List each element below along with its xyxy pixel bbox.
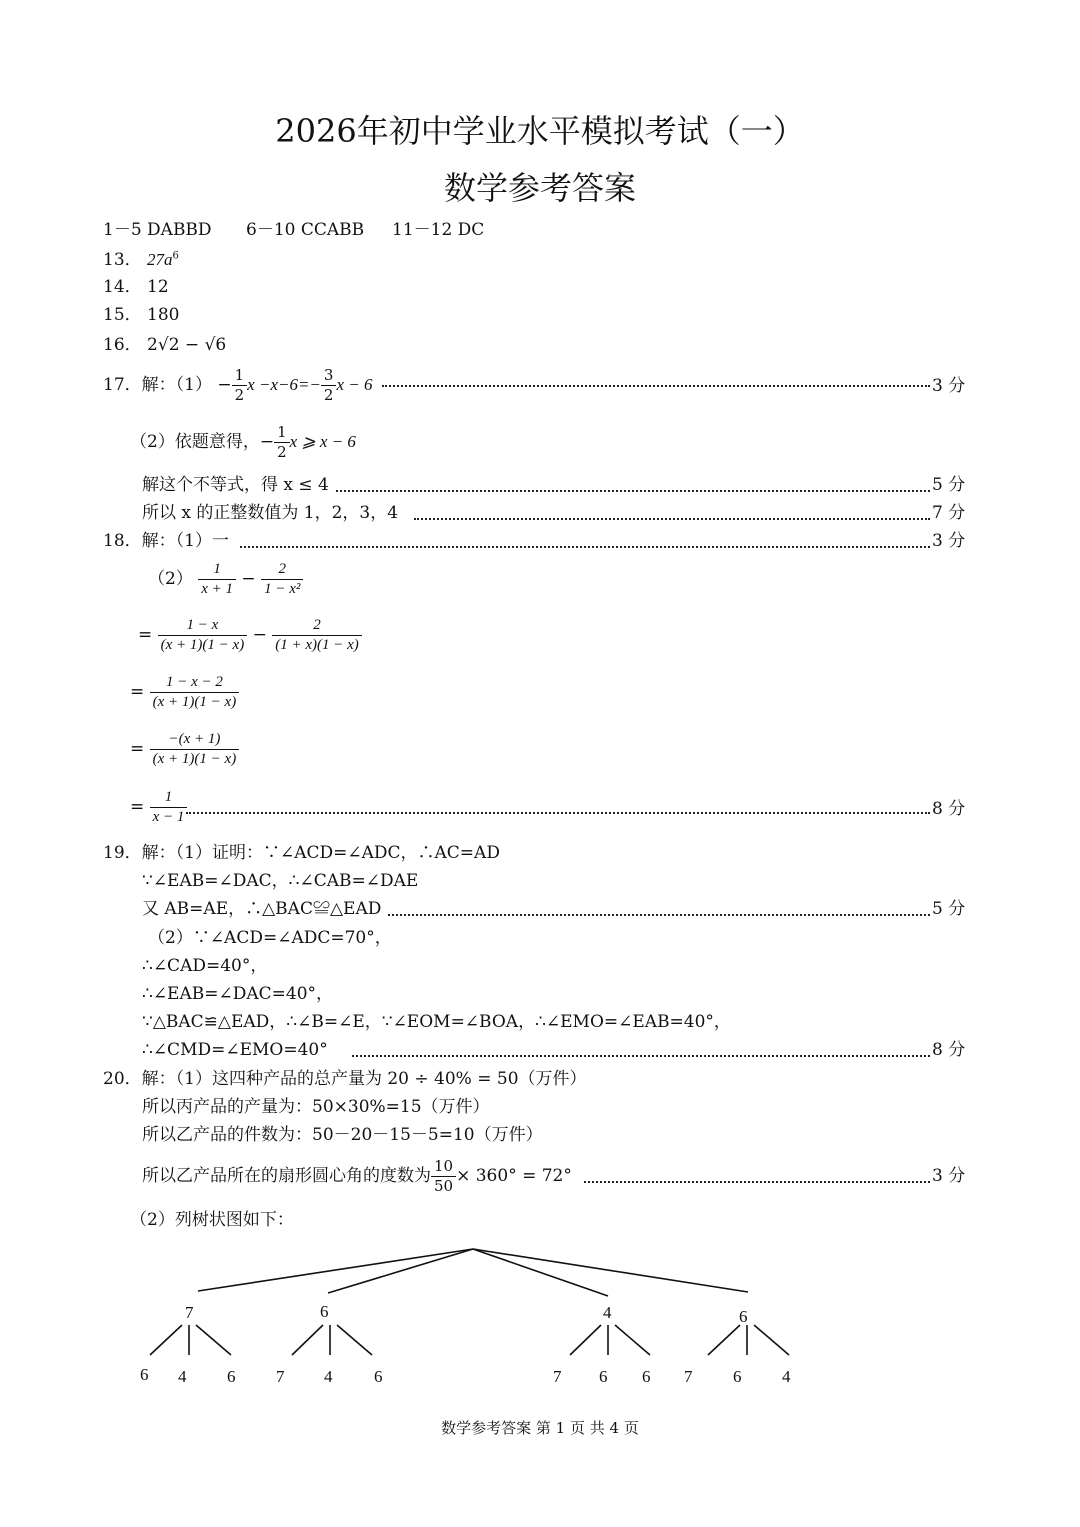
tree-node-level2: 6 [642, 1367, 651, 1386]
q17-part1: 17．解：（1） − $\frac{1}{2}$ x −x−6=− $\frac{3}{2}$ x − 6 [103, 366, 373, 404]
tree-node-level2: 6 [140, 1365, 149, 1384]
score: 5 分 [932, 899, 966, 919]
q20-line1 [103, 1071, 587, 1088]
q17-part2-label: （2）依题意得，− [130, 432, 275, 452]
q15 [103, 307, 180, 324]
tree-node-level1: 6 [320, 1302, 329, 1321]
q20-line4 [142, 1159, 572, 1194]
q17-line3: 解这个不等式，得 x ≤ 4 [142, 475, 329, 495]
tree-branch [337, 1325, 372, 1355]
tree-node-level2: 7 [276, 1367, 285, 1386]
tree-branch [570, 1325, 601, 1355]
q17-part2 [130, 425, 356, 460]
score: 3 分 [932, 531, 966, 551]
fraction: $\frac{1 - x}{(x + 1)(1 - x)}$ [158, 618, 248, 653]
q20-line4-expr: × 360° = 72° [456, 1166, 572, 1186]
dot-leader [336, 490, 930, 492]
tree-node-level2: 6 [733, 1367, 742, 1386]
q18-step2 [138, 618, 362, 653]
q20-line5: （2）列树状图如下： [130, 1210, 294, 1230]
q17-number: 17． [103, 375, 142, 395]
tree-node-level2: 7 [553, 1367, 562, 1386]
q17-part2-expr: x ⩾ x − 6 [289, 432, 356, 451]
tree-branch [615, 1325, 650, 1355]
dot-leader [240, 546, 930, 548]
q17-expr-end: x − 6 [336, 375, 373, 394]
q20-line3: 所以乙产品的件数为：50－20－15－5=10（万件） [142, 1125, 543, 1145]
mc-answers-2: 6－10 CCABB [246, 220, 365, 240]
tree-node-level2: 4 [178, 1367, 187, 1386]
dot-leader [414, 518, 930, 520]
fraction: $\frac{2}{(1 + x)(1 - x)}$ [272, 618, 362, 653]
q16 [103, 337, 226, 354]
tree-node-level2: 4 [324, 1367, 333, 1386]
q19-line1-text: 解：（1）证明：∵∠ACD=∠ADC，∴AC=AD [141, 843, 500, 863]
fraction: $\frac{10}{50}$ [431, 1159, 456, 1194]
fraction: $\frac{1}{2}$ [232, 368, 248, 403]
equals-sign: = [130, 739, 145, 759]
score: 8 分 [932, 1040, 966, 1060]
q19-line8: ∴∠CMD=∠EMO=40° [142, 1040, 328, 1060]
tree-node-level2: 7 [684, 1367, 693, 1386]
q20-line4-text: 所以乙产品所在的扇形圆心角的度数为 [142, 1166, 431, 1186]
mc-answers-1: 1－5 DABBD [103, 220, 212, 240]
tree-branch [150, 1325, 182, 1355]
minus-sign: − [241, 569, 256, 589]
equals-sign: = [138, 625, 153, 645]
equals-sign: = [130, 797, 145, 817]
score: 5 分 [932, 475, 966, 495]
tree-branch [328, 1249, 473, 1293]
q20-line2: 所以丙产品的产量为：50×30%=15（万件） [142, 1097, 490, 1117]
tree-branch [198, 1249, 473, 1291]
q18-step5 [130, 790, 187, 825]
page-subtitle: 数学参考答案 [443, 169, 636, 207]
q16-answer: 2√2 − √6 [147, 335, 227, 355]
fraction: $\frac{1}{x - 1}$ [150, 790, 188, 825]
q19-line6: ∴∠EAB=∠DAC=40°， [142, 984, 334, 1004]
dot-leader [388, 914, 930, 916]
tree-branch [473, 1249, 748, 1292]
fraction: $\frac{1}{2}$ [274, 425, 290, 460]
q14 [103, 279, 169, 296]
q18-step1 [148, 562, 303, 597]
q19-line2: ∵∠EAB=∠DAC，∴∠CAB=∠DAE [142, 871, 419, 891]
fraction: $\frac{-(x + 1)}{(x + 1)(1 - x)}$ [150, 732, 240, 767]
page-title: 2026年初中学业水平模拟考试（一） [275, 112, 805, 150]
tree-branch [196, 1325, 231, 1355]
q18-part1 [103, 533, 229, 550]
q13-answer: 27a [147, 250, 173, 269]
score: 7 分 [932, 503, 966, 523]
q18-number: 18． [103, 531, 142, 551]
tree-branch [473, 1249, 608, 1296]
q19-line1 [103, 845, 500, 862]
tree-branch [708, 1325, 740, 1355]
q18-step4 [130, 732, 239, 767]
q15-number: 15． [103, 305, 142, 325]
q13-exponent: 6 [172, 250, 179, 262]
fraction: $\frac{1}{x + 1}$ [198, 562, 236, 597]
q18-step3 [130, 675, 239, 710]
q18-part1-answer: 解：（1）一 [141, 531, 229, 551]
q13 [103, 251, 179, 269]
dot-leader [584, 1181, 930, 1183]
q19-line4: （2）∵∠ACD=∠ADC=70°， [148, 928, 392, 948]
minus-sign: − [252, 625, 267, 645]
equals-sign: = [130, 682, 145, 702]
fraction: $\frac{2}{\text{1 − x²}}$ [261, 562, 303, 597]
q13-number: 13． [103, 250, 142, 270]
dot-leader [382, 385, 930, 387]
q19-line5: ∴∠CAD=40°， [142, 956, 268, 976]
q17-part1-label: 解：（1） [141, 375, 212, 395]
score: 3 分 [932, 376, 966, 396]
tree-branch [292, 1325, 323, 1355]
q20-number: 20． [103, 1069, 142, 1089]
q19-number: 19． [103, 843, 142, 863]
q20-line1-text: 解：（1）这四种产品的总产量为 20 ÷ 40% = 50（万件） [141, 1069, 587, 1089]
mc-answers-3: 11－12 DC [392, 220, 485, 240]
tree-node-level2: 6 [227, 1367, 236, 1386]
q14-number: 14． [103, 277, 142, 297]
tree-node-level1: 6 [739, 1307, 748, 1326]
page-footer: 数学参考答案 第 1 页 共 4 页 [441, 1419, 639, 1437]
dot-leader [186, 812, 930, 814]
score: 3 分 [932, 1166, 966, 1186]
tree-node-level1: 7 [185, 1303, 194, 1322]
q19-line3: 又 AB=AE，∴△BAC≌△EAD [142, 899, 382, 919]
tree-branch [754, 1325, 789, 1355]
score: 8 分 [932, 799, 966, 819]
q18-part2-label: （2） [148, 569, 193, 589]
q19-line7: ∵△BAC≌△EAD，∴∠B=∠E，∵∠EOM=∠BOA，∴∠EMO=∠EAB=40°， [142, 1012, 731, 1032]
q14-answer: 12 [147, 277, 169, 297]
q17-expr-mid: x −x−6=− [247, 375, 321, 394]
fraction: $\frac{3}{2}$ [321, 368, 337, 403]
tree-node-level2: 4 [782, 1367, 791, 1386]
fraction: $\frac{1 - x - 2}{(x + 1)(1 - x)}$ [150, 675, 240, 710]
q16-number: 16． [103, 335, 142, 355]
tree-node-level2: 6 [374, 1367, 383, 1386]
tree-node-level2: 6 [599, 1367, 608, 1386]
q17-line4: 所以 x 的正整数值为 1，2，3，4 [142, 503, 399, 523]
q15-answer: 180 [147, 305, 180, 325]
dot-leader [352, 1055, 930, 1057]
tree-node-level1: 4 [603, 1303, 612, 1322]
